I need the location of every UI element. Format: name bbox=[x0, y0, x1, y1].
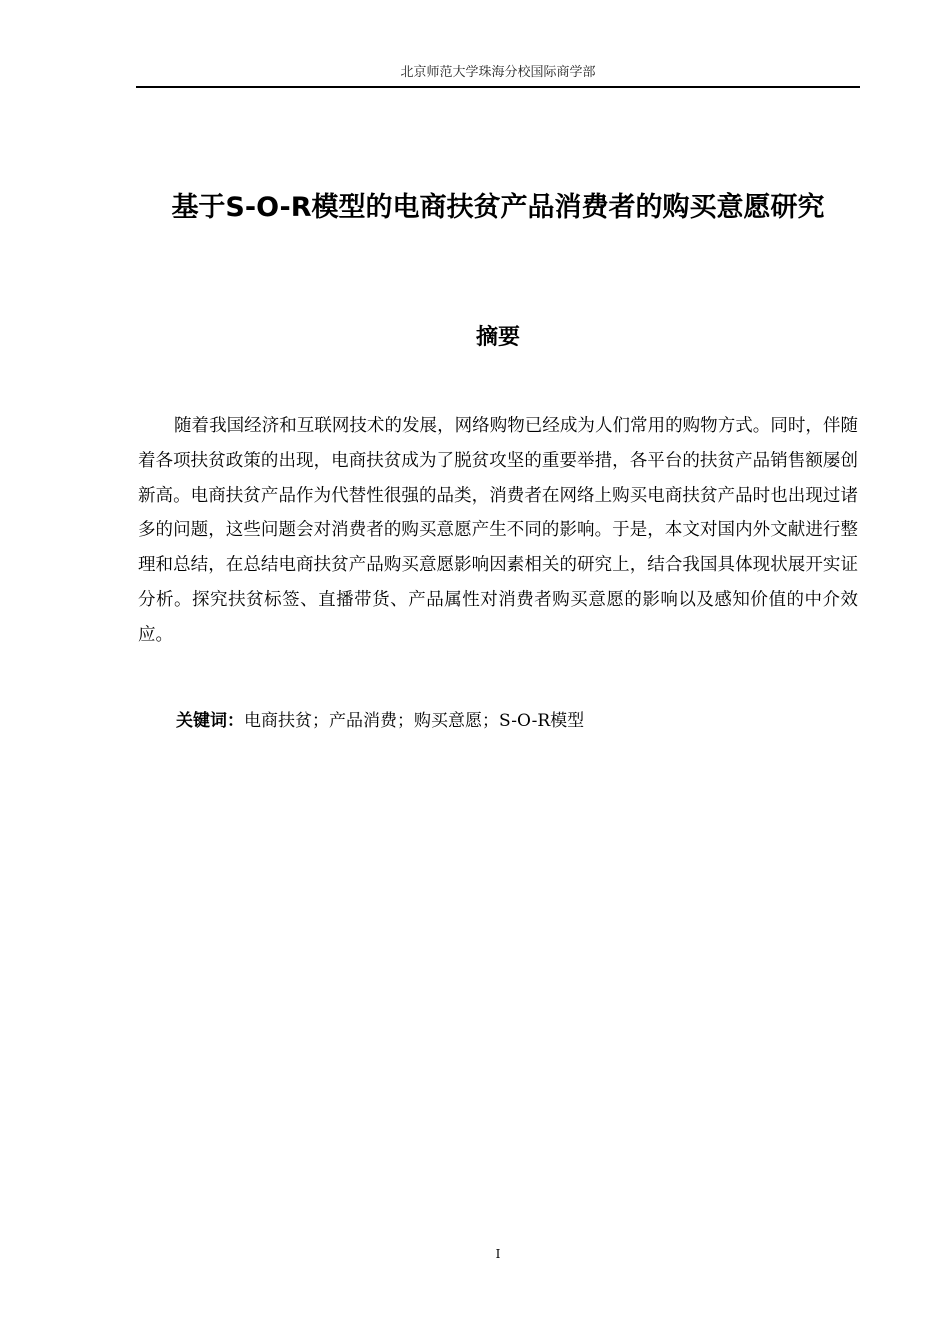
keywords-label: 关键词： bbox=[176, 711, 244, 731]
running-header: 北京师范大学珠海分校国际商学部 bbox=[400, 65, 596, 80]
header-rule bbox=[136, 86, 860, 88]
document-title: 基于S-O-R模型的电商扶贫产品消费者的购买意愿研究 bbox=[171, 192, 825, 223]
keywords-text: 电商扶贫；产品消费；购买意愿；S-O-R模型 bbox=[244, 711, 585, 731]
abstract-body: 随着我国经济和互联网技术的发展，网络购物已经成为人们常用的购物方式。同时，伴随着各项扶贫政策的出现，电商扶贫成为了脱贫攻坚的重要举措，各平台的扶贫产品销售额屡创新高。电商扶贫产品作为代替性很强的品类，消费者在网络上购买电商扶贫产品时也出现过诸多的问题，这些问题会对消费者的购买意愿产生不同的影响。于是，本文对国内外文献进行整理和总结，在总结电商扶贫产品购买意愿影响因素相关的研究上，结合我国具体现状展开实证分析。探究扶贫标签、直播带货、产品属性对消费者购买意愿的影响以及感知价值的中介效应。 bbox=[138, 416, 858, 645]
page-number: I bbox=[495, 1247, 501, 1261]
abstract-heading: 摘要 bbox=[475, 325, 520, 350]
keywords-line bbox=[176, 707, 584, 735]
